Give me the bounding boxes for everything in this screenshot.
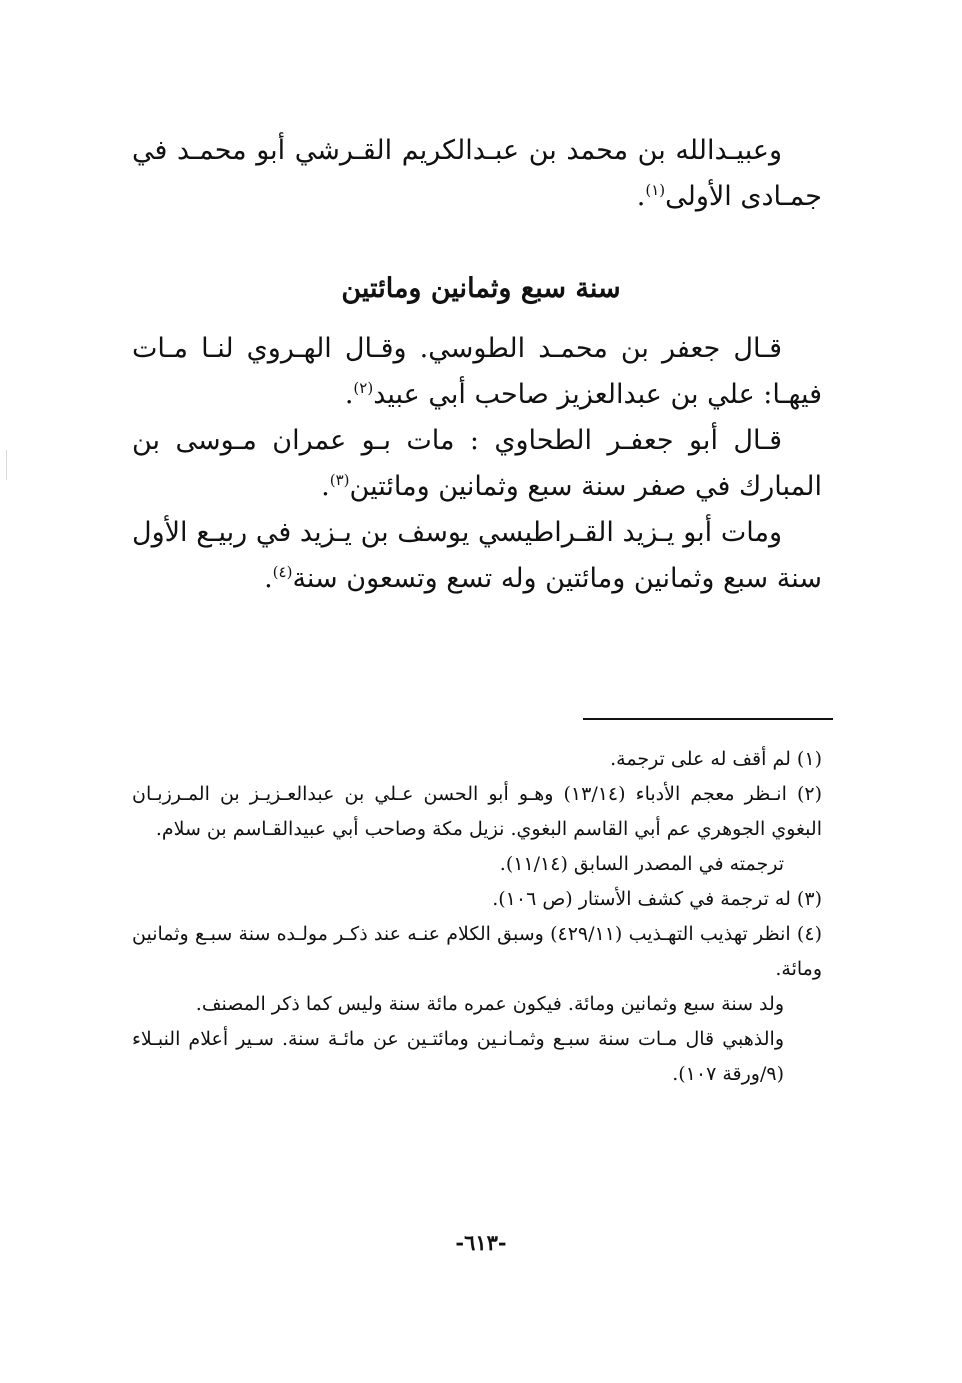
footnote-3: (٣) له ترجمة في كشف الأستار (ص ١٠٦).: [492, 888, 822, 910]
footnote-ref-2: (٢): [353, 379, 374, 397]
top-paragraph-text: وعبيـدالله بن محمد بن عبـدالكريم القـرشي أبو محمـد في جمـادى الأولى: [132, 135, 822, 212]
footnote-separator: [583, 718, 833, 720]
footnote-4-extra-1: ولد سنة سبع وثمانين ومائة. فيكون عمره مائة سنة وليس كما ذكر المصنف.: [195, 993, 784, 1015]
paragraph-2-end: .: [321, 471, 330, 502]
page-number: -٦١٣-: [455, 1230, 507, 1255]
paragraph-1-end: .: [344, 379, 354, 410]
paragraph-2-text: قـال أبو جعفـر الطحاوي : مات بـو عمران مـوسى بن المبارك في صفر سنة سبع وثمانين ومائتين: [132, 425, 822, 502]
top-paragraph-end: .: [636, 181, 646, 212]
paragraph-3: [132, 510, 822, 602]
footnote-ref-1: (١): [645, 181, 666, 199]
section-heading: سنة سبع وثمانين ومائتين: [341, 273, 621, 304]
footnote-2: (٢) انـظر معجم الأدباء (١٣/١٤) وهـو أبو الحسن عـلي بن عبدالعـزيـز بن المـرزبـان البغوي الجوهري عم أبي القاسم البغوي. نزيل مكة وصاحب أبي عبيدالقـاسم بن سلام.: [132, 783, 822, 840]
footnote-ref-3: (٣): [329, 471, 350, 489]
top-paragraph: [132, 128, 822, 220]
footnote-ref-4: (٤): [272, 563, 293, 581]
footnote-2-extra: ترجمته في المصدر السابق (١١/١٤).: [499, 853, 784, 875]
paragraph-3-text: ومات أبو يـزيد القـراطيسي يوسف بن يـزيد في ربيـع الأول سنة سبع وثمانين ومائتين وله تسع وتسعون سنة: [132, 517, 822, 594]
paragraph-1-text: قـال جعفر بن محمـد الطوسي. وقـال الهـروي لنـا مـات فيهـا: علي بن عبدالعزيز صاحب أبي عبيد: [132, 333, 822, 410]
paragraph-2: [132, 418, 822, 510]
footnote-4: (٤) انظر تهذيب التهـذيب (٤٢٩/١١) وسبق الكلام عنـه عند ذكـر مولـده سنة سبـع وثمانين ومائة.: [132, 923, 822, 980]
footnotes: [132, 742, 822, 1092]
body-paragraphs: [132, 326, 822, 602]
paragraph-3-end: .: [264, 563, 273, 594]
scan-margin-mark: [6, 450, 7, 480]
footnote-1: (١) لم أقف له على ترجمة.: [610, 748, 822, 770]
footnote-4-extra-2: والذهبي قال مـات سنة سبـع وثمـانـين ومائتـين عن مائـة سنة. سـير أعلام النبـلاء (٩/ورقة ١٠٧).: [132, 1028, 784, 1085]
paragraph-1: [132, 326, 822, 418]
